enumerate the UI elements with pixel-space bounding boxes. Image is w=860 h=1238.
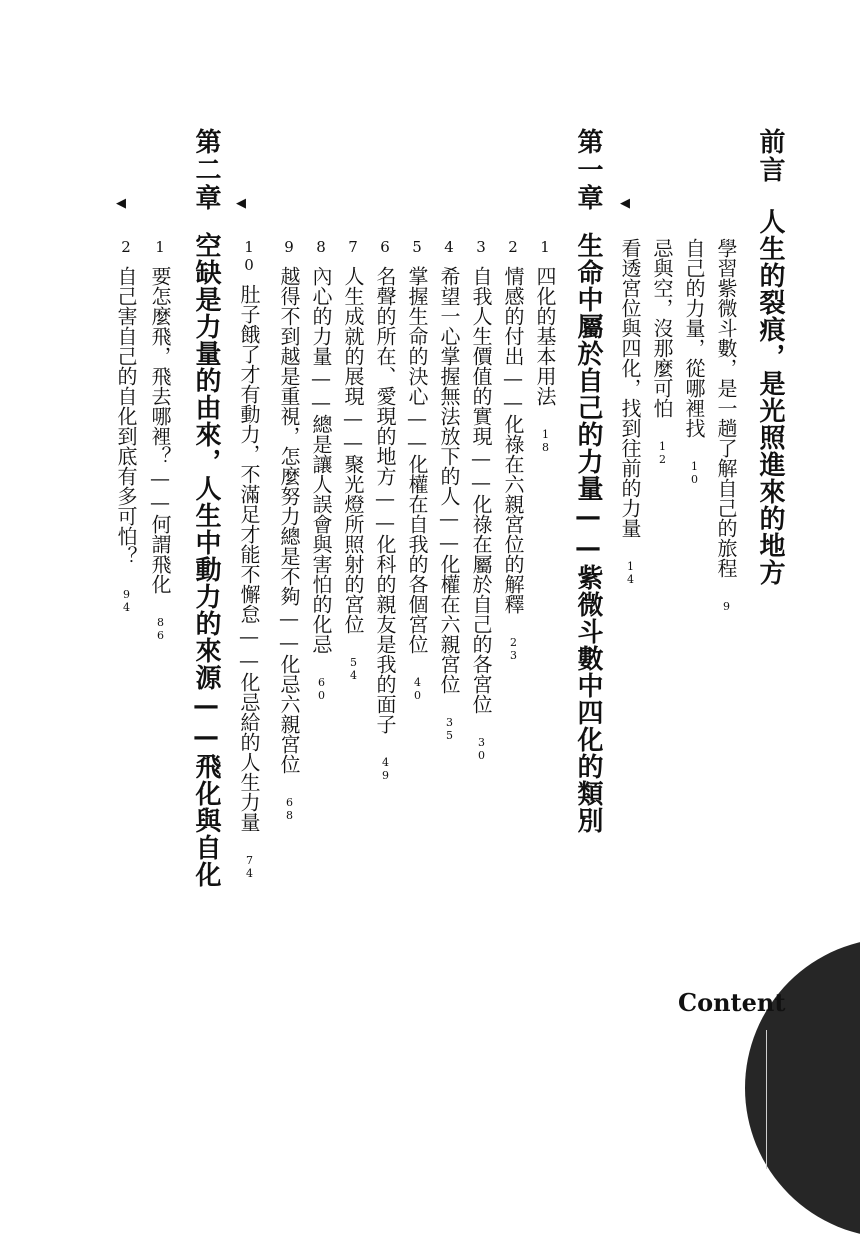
decorative-circle bbox=[745, 938, 860, 1238]
toc-entry[interactable]: 看透宮位與四化，找到往前的力量14 bbox=[618, 238, 642, 586]
toc-entry[interactable]: 1四化的基本用法18 bbox=[533, 238, 557, 454]
triangle-left-icon: ◀ bbox=[620, 196, 630, 211]
decorative-line bbox=[766, 1030, 767, 1169]
toc-entry[interactable]: 自己的力量，從哪裡找10 bbox=[682, 238, 706, 486]
chapter1-label: 第一章 bbox=[573, 128, 603, 212]
preface-label: 前言 bbox=[755, 128, 785, 184]
toc-entry[interactable]: 10肚子餓了才有動力，不滿足才能不懈怠——化忌給的人生力量74 bbox=[237, 238, 261, 880]
toc-entry[interactable]: 4希望一心掌握無法放下的人——化權在六親宮位35 bbox=[437, 238, 461, 742]
toc-entry[interactable]: 2自己害自己的自化到底有多可怕？94 bbox=[114, 238, 138, 614]
toc-entry[interactable]: 6名聲的所在、愛現的地方——化科的親友是我的面子49 bbox=[373, 238, 397, 782]
chapter2-label: 第二章 bbox=[191, 128, 221, 212]
toc-entry[interactable]: 9越得不到越是重視，怎麼努力總是不夠——化忌六親宮位68 bbox=[277, 238, 301, 822]
toc-entry[interactable]: 5掌握生命的決心——化權在自我的各個宮位40 bbox=[405, 238, 429, 702]
content-label: Content bbox=[678, 988, 786, 1017]
toc-entry[interactable]: 3自我人生價值的實現——化祿在屬於自己的各宮位30 bbox=[469, 238, 493, 762]
triangle-left-icon: ◀ bbox=[236, 196, 246, 211]
toc-entry[interactable]: 2情感的付出——化祿在六親宮位的解釋23 bbox=[501, 238, 525, 662]
toc-entry[interactable]: 7人生成就的展現——聚光燈所照射的宮位54 bbox=[341, 238, 365, 682]
preface-title: 人生的裂痕，是光照進來的地方 bbox=[755, 208, 785, 586]
chapter1-title: 生命中屬於自己的力量——紫微斗數中四化的類別 bbox=[573, 232, 603, 834]
toc-entry[interactable]: 學習紫微斗數，是一趟了解自己的旅程9 bbox=[714, 238, 738, 613]
toc-entry[interactable]: 8內心的力量——總是讓人誤會與害怕的化忌60 bbox=[309, 238, 333, 702]
chapter2-title: 空缺是力量的由來，人生中動力的來源——飛化與自化 bbox=[191, 232, 221, 888]
toc-entry[interactable]: 忌與空，沒那麼可怕12 bbox=[650, 238, 674, 466]
triangle-left-icon: ◀ bbox=[116, 196, 126, 211]
toc-entry[interactable]: 1要怎麼飛，飛去哪裡？——何謂飛化86 bbox=[148, 238, 172, 642]
